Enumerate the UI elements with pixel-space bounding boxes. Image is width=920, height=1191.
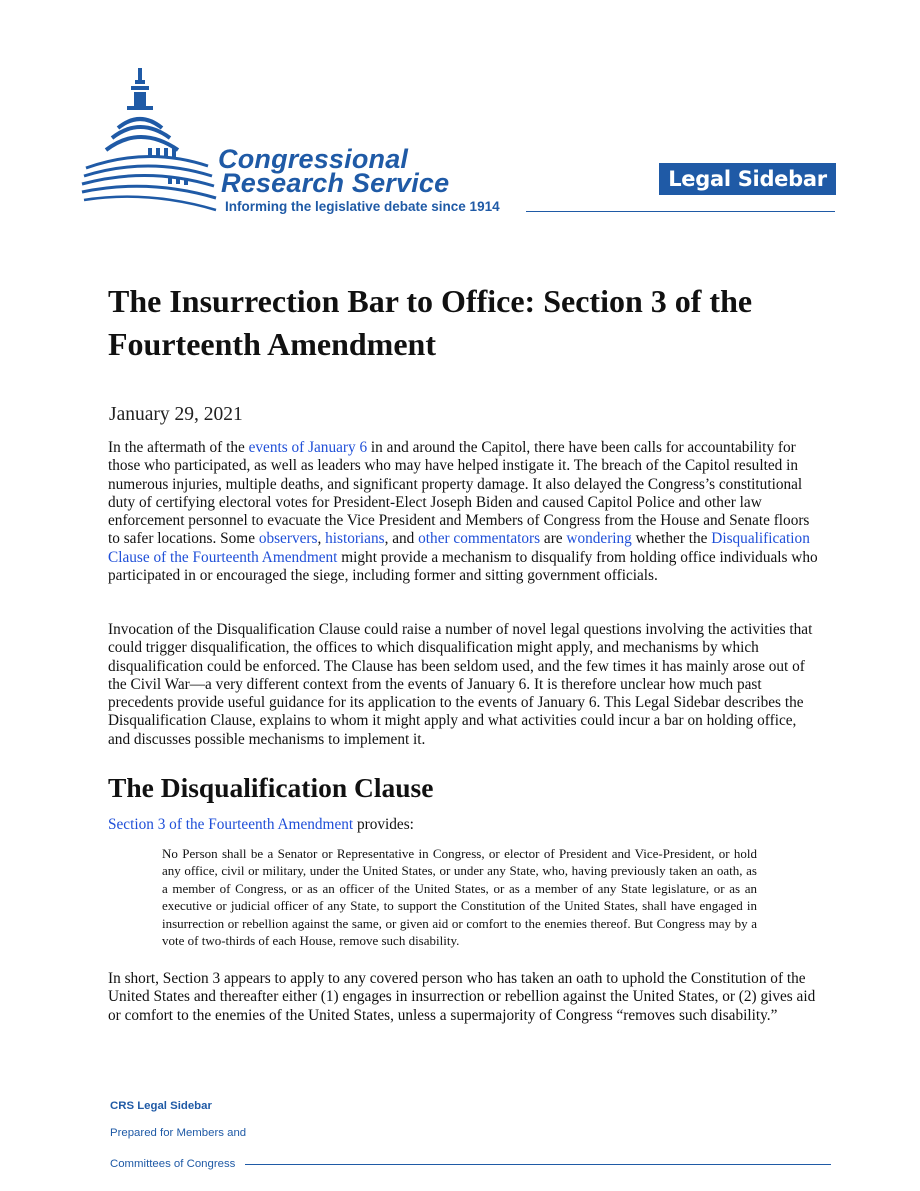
footer-line3: Committees of Congress (110, 1158, 236, 1170)
paragraph-intro (108, 439, 818, 585)
paragraph-questions: Invocation of the Disqualification Clause could raise a number of novel legal questions involving the activities that could trigger disqualification, the offices to which disqualification might apply, and mechanisms by which disqualification could be enforced. The Clause has been seldom used, and the few times it has mainly arose out of the Civil War—a very different context from the events of January 6. It is therefore unclear how much past precedents provide useful guidance for its application to the events of January 6. This Legal Sidebar describes the Disqualification Clause, explains to whom it might apply and what activities could incur a bar on holding office, and discusses possible mechanisms to implement it. (108, 621, 813, 748)
paragraph-summary: In short, Section 3 appears to apply to any covered person who has taken an oath to uphold the Constitution of the United States and thereafter either (1) engages in insurrection or rebellion against the United States, or (2) gives aid or comfort to the enemies of the United States, unless a supermajority of Congress “removes such disability.” (108, 970, 816, 1024)
tagline-rule (526, 211, 835, 212)
paragraph-text: in and around the Capitol, there have been calls for accountability for those who participated, as well as leaders who may have helped instigate it. The breach of the Capitol resulted in numerous injuries, multiple deaths, and significant property damage. It also delayed the Congress’s constitutional duty of certifying electoral votes for President-Elect Joseph Biden and caused Capitol Police and other law enforcement personnel to evacuate the Vice President and Members of Congress from the House and Senate floors to safer locations. Some (108, 439, 810, 548)
paragraph-text: might provide a mechanism to disqualify from holding office individuals who participated in or encouraged the siege, including former and sitting government officials. (108, 548, 818, 585)
link-section-3[interactable]: Section 3 of the Fourteenth Amendment (108, 816, 354, 833)
footer-line2: Prepared for Members and (110, 1127, 247, 1139)
paragraph-text: , (317, 530, 326, 548)
link-historians[interactable]: historians (325, 530, 385, 548)
paragraph-text: In the aftermath of the (108, 439, 249, 456)
legal-sidebar-badge: Legal Sidebar (659, 163, 836, 195)
paragraph-text: are (540, 530, 567, 548)
document-title: The Insurrection Bar to Office: Section 3 of the Fourteenth Amendment (108, 283, 753, 362)
org-tagline: Informing the legislative debate since 1914 (225, 199, 500, 214)
capitol-dome-logo (78, 66, 218, 216)
link-wondering[interactable]: wondering (566, 530, 632, 548)
org-name-line1: Congressional (218, 144, 409, 174)
link-events-january-6[interactable]: events of January 6 (248, 439, 368, 456)
document-date: January 29, 2021 (109, 404, 243, 425)
footer-rule (245, 1164, 831, 1165)
provides-line (108, 816, 414, 834)
footer-title: CRS Legal Sidebar (110, 1100, 212, 1112)
provides-text: provides: (353, 816, 414, 833)
org-name-line2: Research Service (221, 168, 450, 198)
link-disqualification-clause[interactable]: Disqualification Clause of the Fourteenth Amendment (108, 530, 810, 566)
section-heading: The Disqualification Clause (108, 772, 434, 803)
link-observers[interactable]: observers (258, 530, 318, 548)
paragraph-text: , and (384, 530, 419, 548)
amendment-quote: No Person shall be a Senator or Representative in Congress, or elector of President and Vice-President, or hold any office, civil or military, under the United States, or under any State, who, having previously taken an oath, as a member of Congress, or as an officer of the United States, or as a member of any State legislature, or as an executive or judicial officer of any State, to support the Constitution of the United States, shall have engaged in insurrection or rebellion against the same, or given aid or comfort to the enemies thereof. But Congress may by a vote of two-thirds of each House, remove such disability. (162, 846, 757, 949)
paragraph-text: whether the (631, 530, 712, 548)
link-other-commentators[interactable]: other commentators (418, 530, 541, 548)
